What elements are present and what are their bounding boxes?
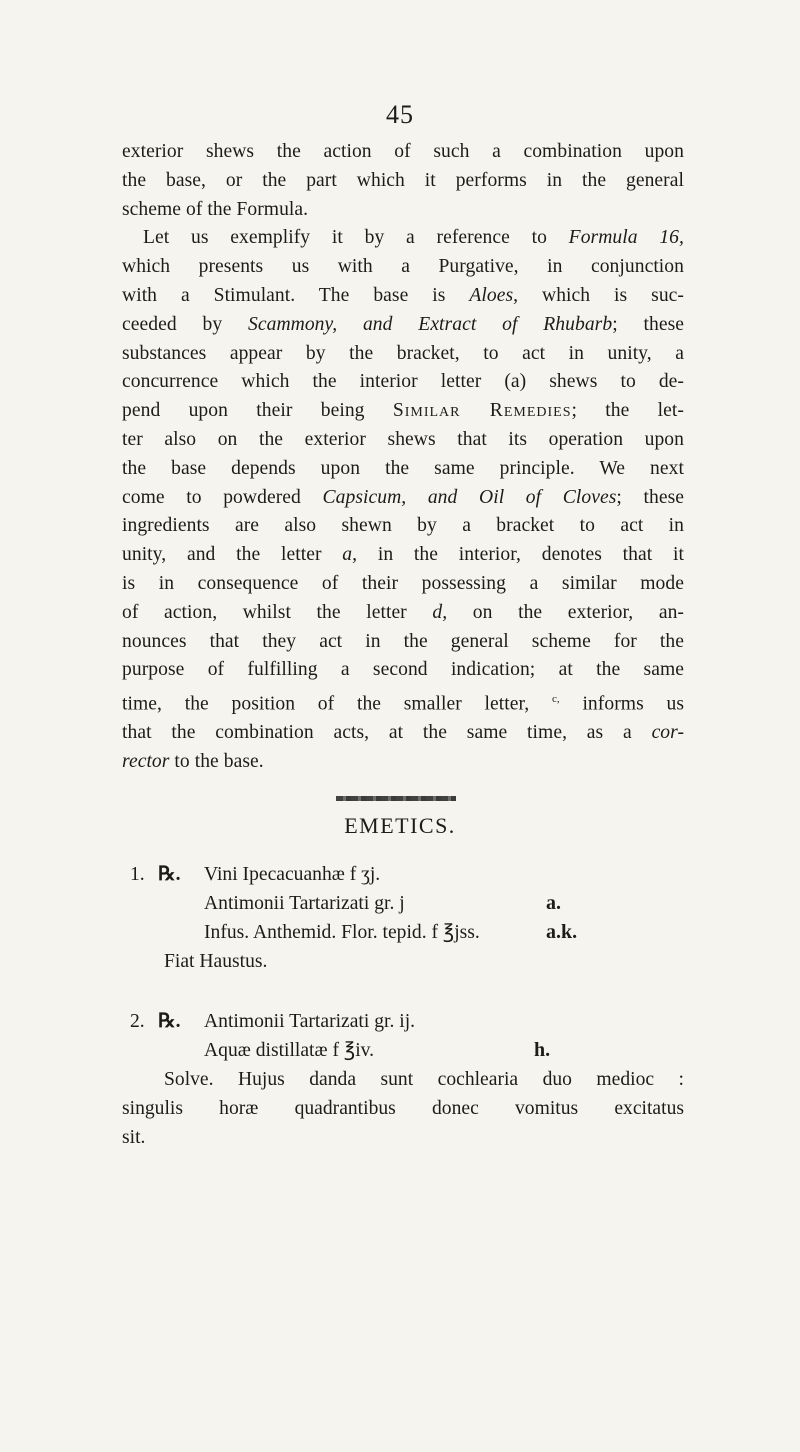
formula-1 — [122, 860, 684, 976]
text-line: ter also on the exterior shews that its operation upon — [122, 428, 684, 450]
text-line — [122, 541, 684, 570]
text-line: concurrence which the interior letter (a) shews to de- — [122, 371, 684, 393]
text-run: ; the let- — [571, 400, 684, 422]
italic-run: d, — [432, 601, 448, 623]
text-line: substances appear by the bracket, to act in unity, a — [122, 342, 684, 364]
text-line: exterior shews the action of such a combination upon — [122, 141, 684, 162]
text-line — [122, 484, 684, 513]
text-run: informs us — [582, 693, 684, 715]
italic-run: Formula 16, — [568, 227, 684, 249]
text-run: come to powdered — [122, 486, 301, 508]
text-run: unity, and the letter — [122, 544, 322, 566]
text-line: scheme of the Formula. — [122, 198, 309, 220]
formula-line — [122, 860, 684, 889]
formula-line — [122, 918, 684, 947]
small-caps-run: Similar Remedies — [392, 400, 572, 422]
formula-line — [122, 1036, 684, 1065]
italic-run: a, — [342, 544, 358, 566]
formula-number: 2. — [130, 1011, 145, 1032]
ingredient: Antimonii Tartarizati gr. j — [204, 893, 405, 914]
ingredient: Infus. Anthemid. Flor. tepid. f ℥jss. — [204, 922, 480, 943]
text-line — [122, 599, 684, 628]
text-line — [122, 224, 684, 253]
ingredient: Vini Ipecacuanhæ f ʒj. — [204, 864, 381, 885]
text-run: pend upon their being — [122, 400, 365, 422]
text-line: the base, or the part which it performs in the general — [122, 169, 684, 191]
text-line: sit. — [122, 1127, 146, 1148]
text-run: to the base. — [174, 751, 264, 773]
text-line — [122, 685, 684, 719]
text-run: that the combination acts, at the same time, as a — [122, 722, 632, 744]
text-run: in the interior, denotes that it — [377, 544, 684, 566]
text-line: Solve. Hujus danda sunt cochlearia duo medioc : — [164, 1069, 684, 1090]
text-run: ; these — [616, 486, 685, 508]
ingredient: Antimonii Tartarizati gr. ij. — [204, 1011, 416, 1032]
formula-line — [122, 889, 684, 918]
text-run: which is suc- — [542, 284, 684, 306]
italic-run: Scammony, and Extract of Rhubarb — [248, 313, 613, 335]
superscript-letter: c, — [551, 693, 560, 706]
ingredient: Aquæ distillatæ f ℥iv. — [204, 1040, 375, 1061]
text-run: ; these — [612, 313, 685, 335]
text-line: is in consequence of their possessing a similar mode — [122, 572, 684, 594]
text-line — [122, 719, 684, 748]
text-line: which presents us with a Purgative, in conjunction — [122, 256, 684, 278]
text-line: the base depends upon the same principle. We next — [122, 457, 684, 479]
text-line — [122, 282, 684, 311]
formula-2 — [122, 1007, 684, 1152]
body-paragraph — [122, 138, 684, 777]
text-run: time, the position of the smaller letter, — [122, 693, 530, 715]
text-line — [122, 397, 684, 426]
text-line: ingredients are also shewn by a bracket to act in — [122, 515, 684, 537]
section-divider — [336, 796, 456, 801]
text-line: purpose of fulfilling a second indication; at the same — [122, 659, 684, 681]
italic-run: rector — [122, 751, 170, 773]
text-line: nounces that they act in the general scheme for the — [122, 630, 684, 652]
indication-letter: a.k. — [546, 921, 578, 943]
formula-line — [122, 947, 684, 976]
formula-direction — [122, 1065, 684, 1152]
text-run: with a Stimulant. The base is — [122, 284, 446, 306]
italic-run: Aloes, — [469, 284, 519, 306]
text-run: of action, whilst the letter — [122, 601, 407, 623]
text-run: on the exterior, an- — [472, 601, 685, 623]
text-line — [122, 748, 684, 777]
text-line: singulis horæ quadrantibus donec vomitus excitatus — [122, 1098, 684, 1119]
section-heading: EMETICS. — [344, 813, 456, 838]
formula-line — [122, 1007, 684, 1036]
italic-run: cor- — [651, 722, 685, 744]
indication-letter: h. — [534, 1039, 551, 1061]
recipe-symbol: ℞. — [158, 1011, 181, 1032]
page-number: 45 — [386, 100, 414, 129]
italic-run: Capsicum, and Oil of Cloves — [322, 486, 617, 508]
formula-direction: Fiat Haustus. — [164, 951, 268, 972]
text-line — [122, 311, 684, 340]
indication-letter: a. — [546, 892, 561, 914]
text-run: ceeded by — [122, 313, 223, 335]
recipe-symbol: ℞. — [158, 864, 181, 885]
text-run: Let us exemplify it by a reference to — [143, 227, 547, 249]
formula-number: 1. — [130, 864, 145, 885]
